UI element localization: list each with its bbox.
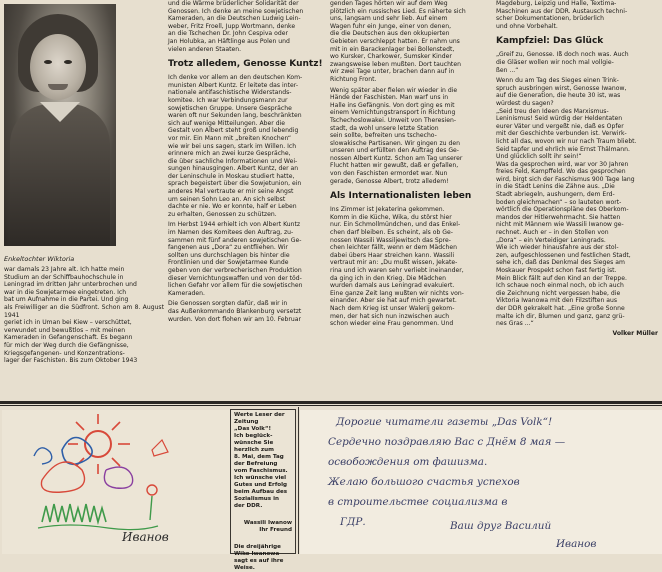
column-1-text: war damals 23 Jahre alt. Ich hatte mein Studium an der Schiffbauhochschule in Leningrad im dritten Jahr unterbrochen und war in die Sowjetarmee eingetreten. Ich bat um Aufnahme in die Partei. Und ging als Freiwilliger an die Südfront. Schon am 8. August 1941 geriet ich in Uman bei Kiew – verschüttet, verwundet und bewußtlos – mit meinen Kameraden in Gefangenschaft. Es begann für mich der Weg durch die Gefängnisse, Kriegsgefangenen- und Konzentrations- lager der Faschisten. Bis zum Oktober 1943 xyxy=(4,266,164,365)
letter-line-7: Ваш друг Василий xyxy=(450,520,552,532)
column-2-top: und die Wärme brüderlicher Solidarität der Genossen. Ich denke an meine sowjetischen Kameraden, an die Deutschen Ludwig Lein- weber, Fritz Froell, Jupp Wortmann, denke an die Tschechen Dr. John Cespiva oder Jan Holubka, an Häftlinge aus Polen und vielen anderen Staaten. xyxy=(168,0,304,53)
column-2-paragraph-2: Im Herbst 1944 erhielt ich von Albert Kuntz im Namen des Komitees den Auftrag, zu- sammen mit fünf anderen sowjetischen Ge- fangenen aus „Dora“ zu entfliehen. Wir sollten uns durchschlagen bis hinter die Frontlinien und der Sowjetarmee Kunde geben von der verbrecherischen Produktion dieser Vernichtungswaffen und von der töd- lichen Gefahr vor allem für die sowjetischen Kameraden. xyxy=(168,221,303,297)
grass-line xyxy=(38,525,158,530)
handwritten-letter xyxy=(300,410,662,554)
column-1 xyxy=(4,266,164,365)
green-grass xyxy=(42,504,106,522)
letter-divider xyxy=(298,407,299,554)
sun-rays xyxy=(68,414,130,474)
greeting-box-signature: Wassili Iwanow Ihr Freund xyxy=(243,520,292,533)
greeting-box xyxy=(230,409,296,571)
column-2-paragraph-1: Ich denke vor allem an den deutschen Kom- munisten Albert Kuntz. Er leitete das inter- nationale antifaschistische Widerstands- komitee. Ich war Verbindungsmann zur sowjetischen Gruppe. Unsere Gespräche waren oft nur Sekunden lang, beschränkten sich auf wenige Mitteilungen. Aber die Gestalt von Albert steht groß und lebendig vor mir. Ein Mann mit „breiten Knochen“ wie wir bei uns sagen, stark im Willen. Ich erinnere mich an zwei kurze Gespräche, die über sachliche Informationen und Wei- sungen hinausgingen. Albert Kuntz, der an der Leninschule in Moskau studiert hatte, sprach begeistert über die Sowjetunion, ein anderes Mal vertraute er mir seine Angst um seinen Sohn Leo an. An sich selbst dachte er nie. Wo er konnte, half er Leben zu erhalten, Genossen zu schützen. xyxy=(168,74,303,218)
column-3-paragraph-1: Wenig später aber fielen wir wieder in die Hände der Faschisten. Man warf uns in Halle ins Gefängnis. Von dort ging es mit einem Vernichtungstransport in Richtung Tschechoslowakei. Unweit von Theresien- stadt, da wohl unsere letzte Station sein sollte, befreiten uns tschecho- slowakische Partisanen. Wir gingen zu den unseren und erfüllten den Auftrag des Ge- nossen Albert Kuntz. Schon am Tag unserer Flucht hatten wir gewußt, daß er gefallen, von den Faschisten ermordet war. Nun gerade, Genosse Albert, trotz alledem! xyxy=(330,86,463,185)
blue-scribble-2 xyxy=(34,448,52,464)
column-4-paragraph-1: „Greif zu, Genosse. Iß doch noch was. Auch die Gläser wollen wir noch mal vollgie- ßen ...“ xyxy=(496,51,629,74)
letter-line-1: Дорогие читатели газеты „Das Volk“! xyxy=(336,416,553,428)
photo-body xyxy=(10,104,110,246)
column-3-paragraph-2: Ins Zimmer ist Jekaterina gekommen. Komm in die Küche, Wika, du störst hier nur. Ein Schmollmündchen, und das Enkel- chen darf bleiben. Es scheint, als ob Ge- nossen Wassili Wassiljewitsch das Spre- chen leichter fällt, wenn er dem Mädchen dabei übers Haar streichen kann. Wassili vertraut mir an: „Du mußt wissen, Jekate- rina und ich waren sehr verliebt ineinander, da ging ich in den Krieg. Die Mädchen wurden damals aus Leningrad evakuiert. Eine ganze Zeit lang wußten wir nichts von- einander. Aber sie hat auf mich gewartet. Nach dem Krieg ist unser Walerij gekom- men, der hat sich nun inzwischen auch schon wieder eine Frau genommen. Und xyxy=(330,206,464,328)
purple-scribble xyxy=(104,467,132,488)
letter-line-2: Сердечно поздравляю Вас с Днём 8 мая — xyxy=(328,436,566,448)
photo-eye-left xyxy=(44,60,52,64)
greeting-box-spacer-2 xyxy=(234,534,292,544)
heading-trotz-alledem: Trotz alledem, Genosse Kuntz! xyxy=(168,59,323,70)
photo-eye-right xyxy=(64,60,72,64)
child-drawing xyxy=(2,410,230,554)
letter-line-4: Желаю большого счастья успехов xyxy=(328,476,520,488)
column-2-paragraph-3: Die Genossen sorgten dafür, daß wir in das Außenkommando Blankenburg versetzt wurden. Von dort flohen wir am 10. Februar xyxy=(168,300,302,323)
drawing-signature: Иванов xyxy=(122,530,169,544)
greeting-box-note: Die dreijährige Wiko Iwanowa sagt es auf ihre Weise. xyxy=(234,544,284,571)
crayon-drawing-svg xyxy=(2,410,230,554)
column-3 xyxy=(330,0,490,328)
letter-line-3: освобождения от фашизма. xyxy=(328,456,488,468)
flower-head xyxy=(147,485,157,495)
author-signature: Volker Müller xyxy=(612,329,658,337)
column-3-top: genden Tages hörten wir auf dem Weg plötzlich ein russisches Lied. Es näherte sich uns, langsam und sehr lieb. Auf einem Wagen fuhr ein Junge, einer von denen, die die Deutschen aus den okkupierten Gebieten verschleppt hatten. Er nahm uns mit in ein Barackenlager bei Bollenstedt, wo Kursker, Charkower, Sumsker Kinder zwangsweise leben mußten. Dort tauchten wir zwei Tage unter, brachen dann auf in Richtung Front. xyxy=(330,0,466,83)
letter-line-5: в строительстве социализма в xyxy=(328,496,508,508)
column-4 xyxy=(496,0,658,337)
section-divider-thin xyxy=(0,405,662,406)
greeting-box-spacer xyxy=(234,510,292,520)
photo-face xyxy=(30,34,86,100)
greeting-box-message: Werte Leser der Zeitung „Das Volk“! Ich beglück- wünsche Sie herzlich zum 8. Mai, dem Tag der Befreiung vom Faschismus. Ich wünsche viel Gutes und Erfolg beim Aufbau des Sozialismus in der DDR. xyxy=(234,412,288,509)
photo-mouth xyxy=(48,84,68,90)
flower-stem xyxy=(150,496,152,520)
column-4-top: Magdeburg, Leipzig und Halle, Textima- Maschinen aus der DDR. Austausch techni- scher Dokumentationen, brüderlich und ohne Vorbehalt. xyxy=(496,0,628,30)
child-photo xyxy=(4,4,116,246)
photo-caption: Enkeltochter Wiktoria xyxy=(4,255,75,263)
column-4-paragraph-2: Wenn du am Tag des Sieges einen Trink- spruch ausbringen wirst, Genosse Iwanow, auf die Generation, die heute 30 ist, was würdest du sagen? „Seid treu den Ideen des Marxismus- Leninismus! Seid würdig der Heldentaten eurer Väter und vergeßt nie, daß es Opfer mit der Geschichte verbunden ist. Verwirk- licht all das, wovon wir nur nach Traum bliebt. Seid tapfer und ehrlich wie Ernst Thälmann. Und glücklich sollt ihr sein!“ Was da gesprochen wird, war vor 30 Jahren freies Feld, Kampffeld. Wo das gesprochen wird, birgt sich der Faschismus 900 Tage lang in die Stadt Lenins die Zähne aus. „Die Stadt abriegeln, aushungern, dem Erd- boden gleichmachen“ – so lauteten wort- wörtlich die Operationspläne des Oberkom- mandos der Hitlerwehrmacht. Sie hatten nicht mit Männern wie Wassili Iwanow ge- rechnet. Auch er – in den Stollen von „Dora“ – ein Verteidiger Leningrads. Wie ich wieder hinausfahre aus der stol- zen, aufgeschlossenen und festlichen Stadt, sehe ich, daß das Denkmal des Sieges am Moskauer Prospekt schon fast fertig ist. Mein Blick fällt auf den Kind an der Treppe. Ich schaue noch einmal noch, ob ich auch die Zeichnung nicht vergessen habe, die Viktoria Iwanowa mit den Filzstiften aus der DDR gekrakelt hat. „Eine große Sonne malte ich dir, Blumen und ganz, ganz grü- nes Gras ...“ xyxy=(496,77,637,328)
letter-line-8: Иванов xyxy=(556,538,597,550)
section-divider xyxy=(0,401,662,404)
column-2 xyxy=(168,0,324,323)
heading-internationalisten: Als Internationalisten leben xyxy=(330,191,472,202)
heading-kampfziel: Kampfziel: Das Glück xyxy=(496,36,604,47)
red-scribble-1 xyxy=(41,462,84,492)
letter-line-6: ГДР. xyxy=(340,516,366,528)
red-shape xyxy=(152,440,168,456)
